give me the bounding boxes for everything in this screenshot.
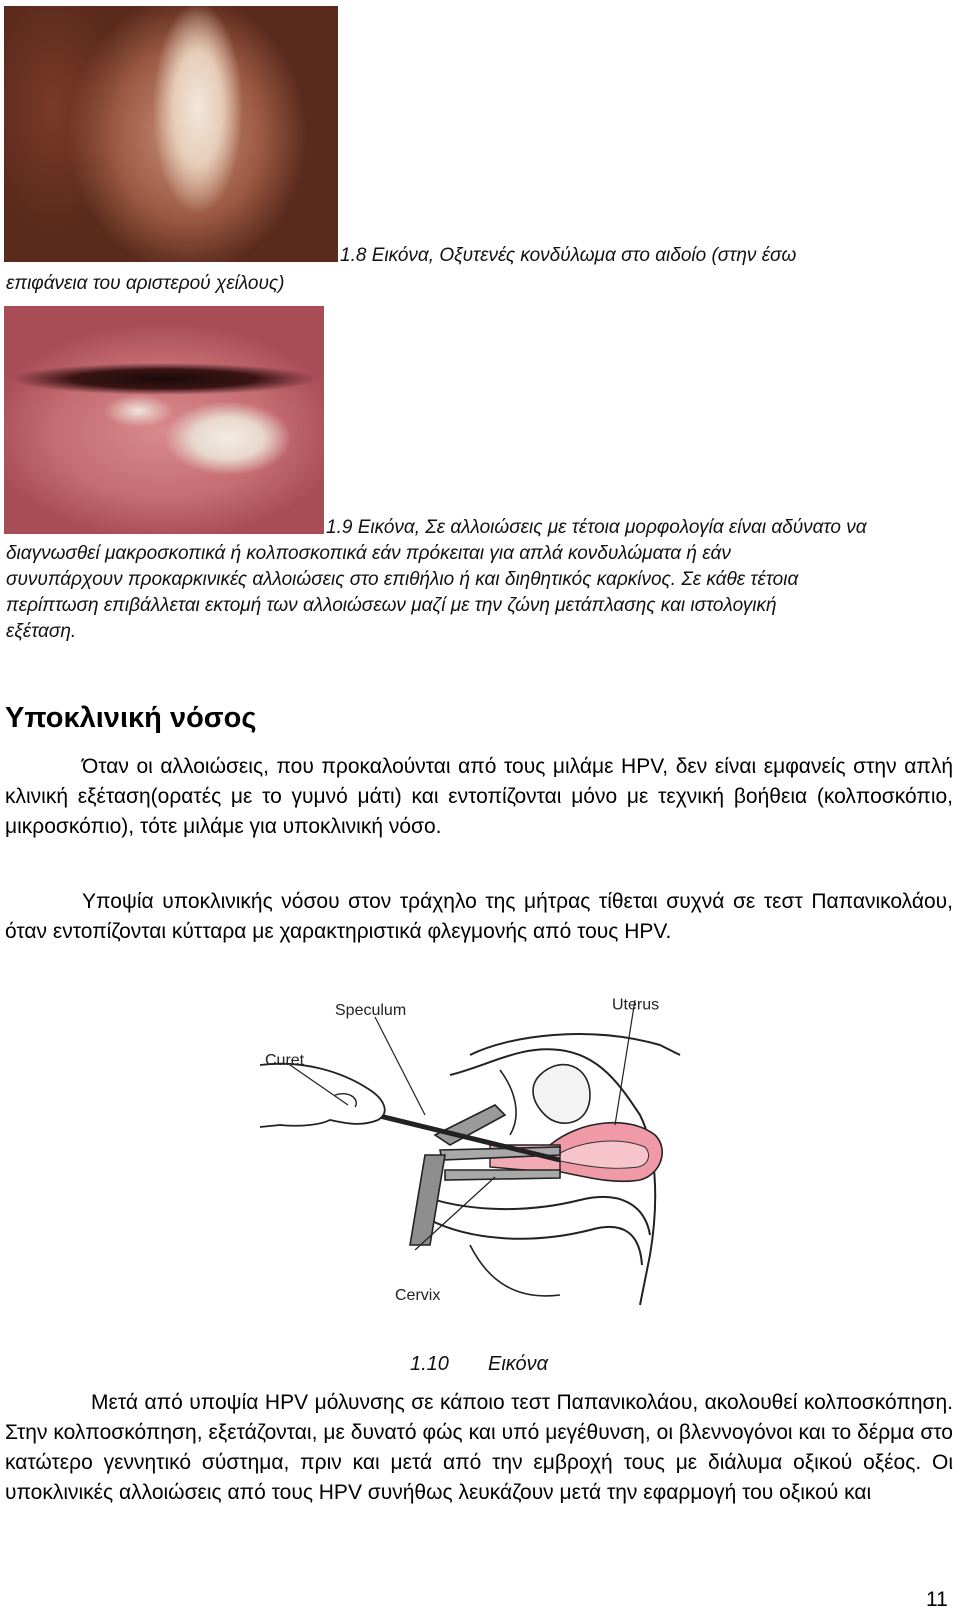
caption-figure-1-10-number: 1.10: [410, 1353, 449, 1375]
caption-figure-1-9-line2: διαγνωσθεί μακροσκοπικά ή κολποσκοπικά εάν πρόκειται για απλά κονδυλώματα ή εάν: [6, 543, 731, 564]
paragraph-colposcopy: Μετά από υποψία HPV μόλυνσης σε κάποιο τεστ Παπανικολάου, ακολουθεί κολποσκόπηση. Στην κολποσκόπηση, εξετάζονται, με δυνατό φώς και υπό μεγέθυνση, οι βλεννογόνοι και το δέρμα στο κατώτερο γεννητικό σύστημα, πριν και μετά από την εμβροχή τους με διάλυμα οξικού οξέος. Οι υποκλινικές αλλοιώσεις από τους HPV συνήθως λευκάζουν μετά την εφαρμογή του οξικού και: [5, 1391, 953, 1504]
section-heading: Υποκλινική νόσος: [5, 702, 257, 734]
paragraph-subclinical-definition: Όταν οι αλλοιώσεις, που προκαλούνται από τους μιλάμε HPV, δεν είναι εμφανείς στην απλή κλινική εξέταση(ορατές με το γυμνό μάτι) και εντοπίζονται μόνο με τεχνική βοήθεια (κολποσκόπιο, μικροσκόπιο), τότε μιλάμε για υποκλινική νόσο.: [5, 755, 953, 838]
diagram-label-cervix: Cervix: [395, 1287, 441, 1304]
caption-figure-1-9-line4: περίπτωση επιβάλλεται εκτομή των αλλοιώσεων μαζί με την ζώνη μετάπλασης και ιστολογική: [6, 595, 777, 616]
diagram-label-curet: Curet: [265, 1052, 305, 1069]
page-number: 11: [926, 1588, 948, 1611]
caption-figure-1-9-line5: εξέταση.: [6, 621, 77, 642]
paragraph-pap-test-suspicion: Υποψία υποκλινικής νόσου στον τράχηλο της μήτρας τίθεται συχνά σε τεστ Παπανικολάου, όταν εντοπίζονται κύτταρα με χαρακτηριστικά φλεγμονής από τους HPV.: [5, 890, 953, 943]
diagram-colposcopy-speculum: [260, 995, 700, 1315]
diagram-label-speculum: Speculum: [335, 1002, 407, 1019]
photo-figure-1-9: [4, 306, 324, 534]
caption-figure-1-9-line1: 1.9 Εικόνα, Σε αλλοιώσεις με τέτοια μορφολογία είναι αδύνατο να: [326, 517, 867, 538]
caption-figure-1-9-line3: συνυπάρχουν προκαρκινικές αλλοιώσεις στο επιθήλιο ή και διηθητικός καρκίνος. Σε κάθε τέτοια: [6, 569, 799, 590]
caption-figure-1-10-word: Εικόνα: [488, 1353, 549, 1375]
diagram-label-uterus: Uterus: [612, 996, 660, 1014]
photo-figure-1-8: [4, 6, 338, 262]
caption-figure-1-8-line1: 1.8 Εικόνα, Οξυτενές κονδύλωμα στο αιδοίο (στην έσω: [340, 245, 797, 266]
caption-figure-1-8-line2: επιφάνεια του αριστερού χείλους): [6, 273, 285, 294]
